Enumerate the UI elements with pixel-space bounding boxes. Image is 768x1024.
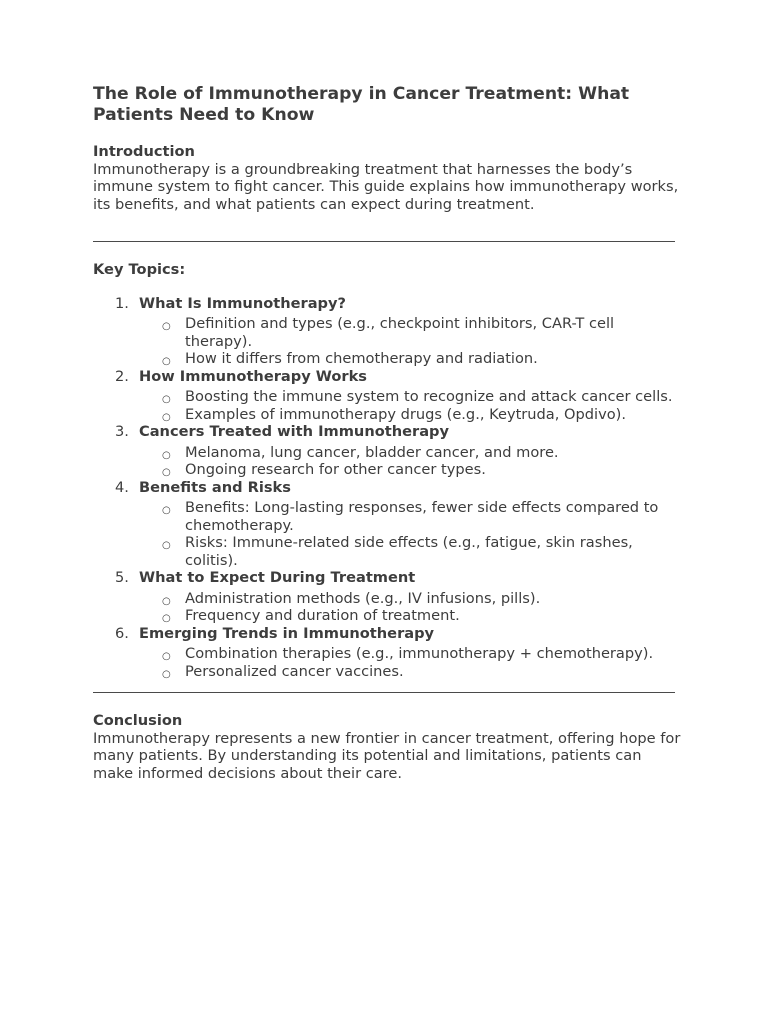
topic-subitem-text: Risks: Immune-related side effects (e.g., fatigue, skin rashes, colitis). xyxy=(185,534,633,569)
topic-subitem-text: Benefits: Long-lasting responses, fewer side effects compared to chemotherapy. xyxy=(185,499,659,534)
topic-subitem xyxy=(139,461,685,479)
hollow-circle-bullet-icon: ○ xyxy=(162,394,171,405)
topic-item xyxy=(93,479,675,570)
hollow-circle-bullet-icon: ○ xyxy=(162,321,171,332)
hollow-circle-bullet-icon: ○ xyxy=(162,411,171,423)
conclusion-heading: Conclusion xyxy=(93,712,183,729)
topic-subitem-text: Definition and types (e.g., checkpoint inhibitors, CAR-T cell therapy). xyxy=(185,315,615,350)
hollow-circle-bullet-icon: ○ xyxy=(162,595,171,607)
topic-subitem xyxy=(139,406,685,424)
introduction-heading: Introduction xyxy=(93,143,195,160)
topic-title: Emerging Trends in Immunotherapy xyxy=(139,624,435,642)
topic-subitem-text: Melanoma, lung cancer, bladder cancer, and more. xyxy=(185,443,559,461)
introduction-text: Immunotherapy is a groundbreaking treatment that harnesses the body’s immune system to fight cancer. This guide explains how immunotherapy works, its benefits, and what patients can expect during treatment. xyxy=(93,160,679,213)
hollow-circle-bullet-icon: ○ xyxy=(162,540,171,551)
topic-sublist xyxy=(139,499,675,569)
topic-title: How Immunotherapy Works xyxy=(139,367,367,385)
topic-subitem xyxy=(139,388,685,406)
topic-subitem-text: How it differs from chemotherapy and radiation. xyxy=(185,350,538,367)
topic-subitem-text: Frequency and duration of treatment. xyxy=(185,607,460,624)
topic-title: Benefits and Risks xyxy=(139,478,291,496)
topic-item xyxy=(93,569,675,625)
topic-number: 1. xyxy=(115,294,129,312)
topic-subitem-text: Boosting the immune system to recognize and attack cancer cells. xyxy=(185,388,673,405)
topic-subitem xyxy=(139,645,685,663)
topic-sublist xyxy=(139,388,675,423)
hollow-circle-bullet-icon: ○ xyxy=(162,356,171,367)
topic-subitem xyxy=(139,663,685,681)
key-topics-list xyxy=(93,295,675,681)
topic-number: 4. xyxy=(115,478,129,496)
topic-subitem-text: Ongoing research for other cancer types. xyxy=(185,461,486,478)
hollow-circle-bullet-icon: ○ xyxy=(162,651,171,662)
topic-subitem xyxy=(139,315,685,350)
topic-sublist xyxy=(139,590,675,625)
hollow-circle-bullet-icon: ○ xyxy=(162,467,171,478)
document-title: The Role of Immunotherapy in Cancer Treatment: What Patients Need to Know xyxy=(93,84,630,125)
topic-item xyxy=(93,423,675,479)
topic-title: What to Expect During Treatment xyxy=(139,569,416,586)
topic-subitem-text: Personalized cancer vaccines. xyxy=(185,662,404,680)
hollow-circle-bullet-icon: ○ xyxy=(162,668,171,680)
key-topics-heading: Key Topics: xyxy=(93,261,186,278)
hollow-circle-bullet-icon: ○ xyxy=(162,505,171,516)
topic-title: Cancers Treated with Immunotherapy xyxy=(139,423,450,440)
topic-subitem-text: Examples of immunotherapy drugs (e.g., Keytruda, Opdivo). xyxy=(185,405,626,423)
topic-item xyxy=(93,295,675,368)
topic-number: 5. xyxy=(115,569,129,586)
topic-number: 3. xyxy=(115,423,129,440)
hollow-circle-bullet-icon: ○ xyxy=(162,449,171,461)
topic-number: 6. xyxy=(115,624,129,642)
topic-subitem xyxy=(139,590,685,608)
topic-subitem xyxy=(139,607,685,625)
topic-sublist xyxy=(139,315,675,368)
topic-title: What Is Immunotherapy? xyxy=(139,294,346,312)
topic-subitem-text: Combination therapies (e.g., immunotherapy + chemotherapy). xyxy=(185,645,654,662)
topic-sublist xyxy=(139,645,675,680)
topic-subitem xyxy=(139,534,685,569)
topic-number: 2. xyxy=(115,367,129,385)
topic-item xyxy=(93,625,675,681)
conclusion-text: Immunotherapy represents a new frontier in cancer treatment, offering hope for many patients. By understanding its potential and limitations, patients can make informed decisions about their care. xyxy=(93,729,681,782)
topic-subitem xyxy=(139,350,685,368)
topic-subitem xyxy=(139,499,685,534)
topic-item xyxy=(93,368,675,424)
topic-sublist xyxy=(139,444,675,479)
topic-subitem-text: Administration methods (e.g., IV infusions, pills). xyxy=(185,589,541,607)
topic-subitem xyxy=(139,444,685,462)
hollow-circle-bullet-icon: ○ xyxy=(162,613,171,624)
